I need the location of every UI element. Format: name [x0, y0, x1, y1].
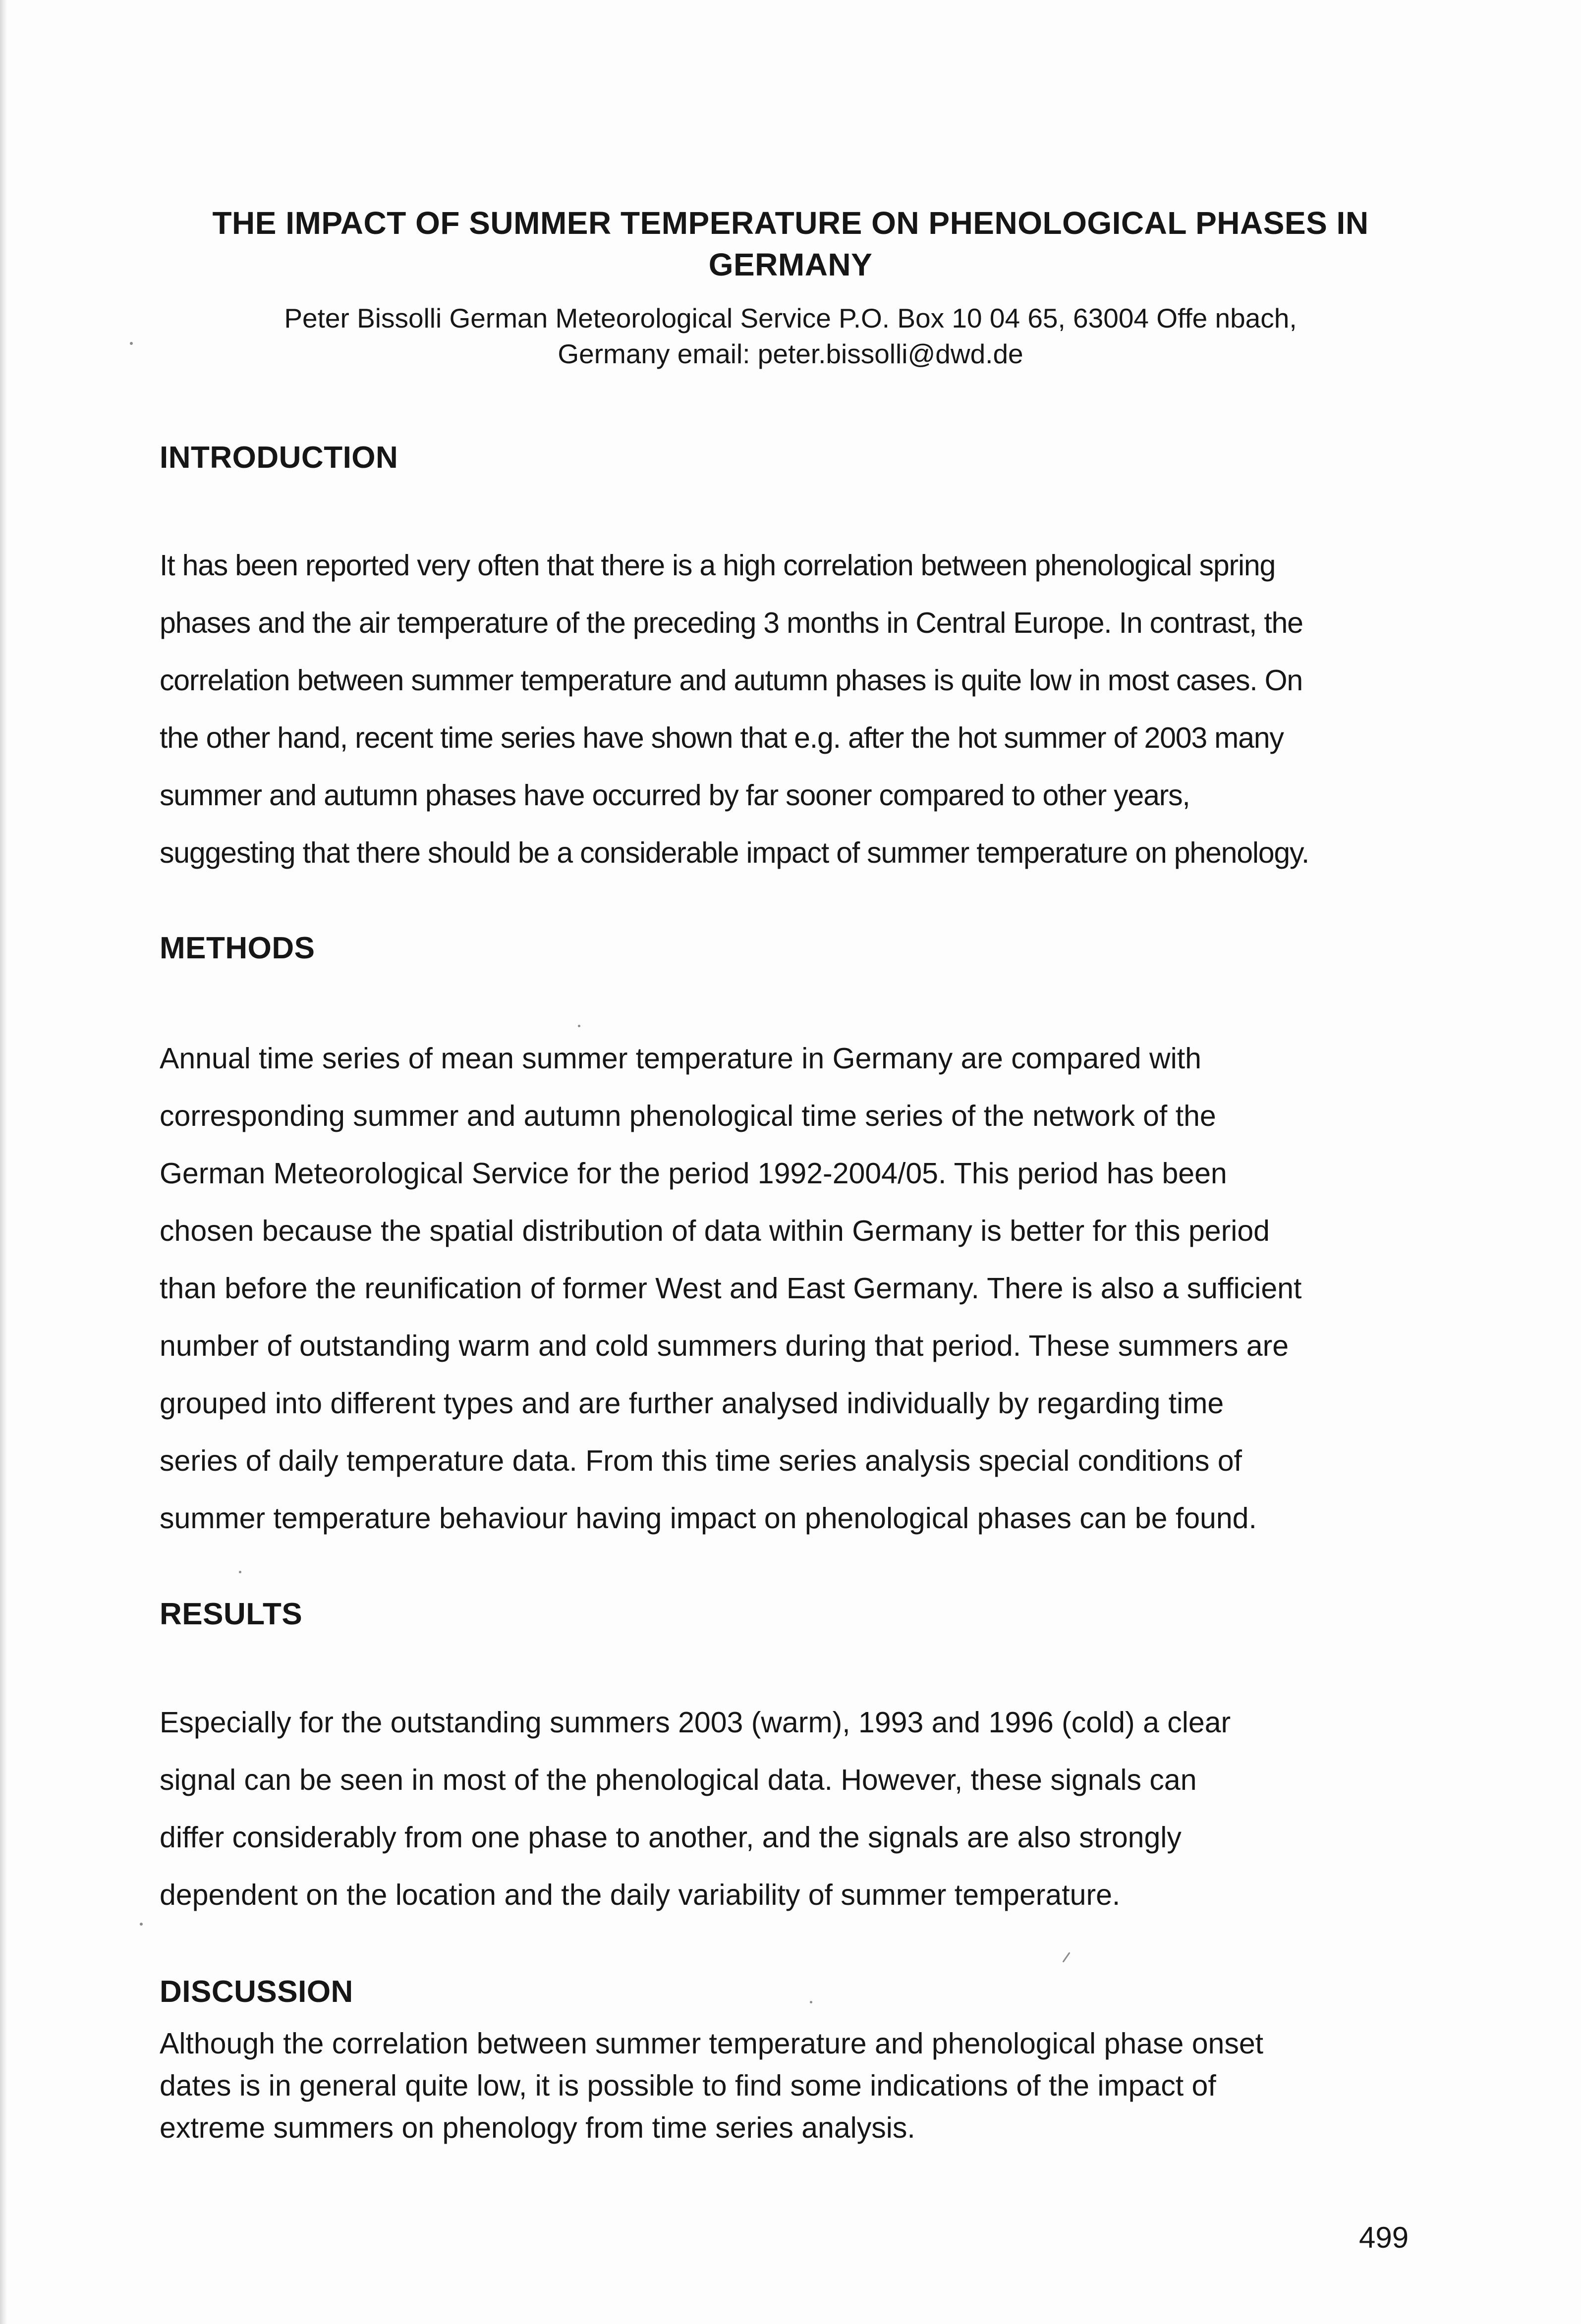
author-line-1: Peter Bissolli German Meteorological Service P.O. Box 10 04 65, 63004 Offe nbach,: [284, 303, 1297, 333]
discussion-body: [160, 2023, 1428, 2149]
introduction-line: It has been reported very often that there is a high correlation between phenological spring: [160, 549, 1276, 582]
methods-body: [160, 1030, 1428, 1547]
methods-line: corresponding summer and autumn phenological time series of the network of the: [160, 1100, 1216, 1132]
introduction-line: summer and autumn phases have occurred by far sooner compared to other years,: [160, 779, 1190, 812]
paper-title: [149, 202, 1432, 285]
methods-line: number of outstanding warm and cold summers during that period. These summers are: [160, 1329, 1289, 1362]
introduction-line: the other hand, recent time series have shown that e.g. after the hot summer of 2003 many: [160, 721, 1284, 754]
introduction-body: [160, 537, 1428, 882]
methods-line: chosen because the spatial distribution of data within Germany is better for this period: [160, 1215, 1270, 1247]
methods-line: German Meteorological Service for the period 1992-2004/05. This period has been: [160, 1157, 1227, 1190]
scan-speck: [130, 342, 133, 345]
author-line-2: Germany email: peter.bissolli@dwd.de: [558, 338, 1023, 369]
methods-heading: METHODS: [160, 931, 315, 965]
results-line: differ considerably from one phase to another, and the signals are also strongly: [160, 1821, 1182, 1854]
discussion-line: dates is in general quite low, it is possible to find some indications of the impact of: [160, 2069, 1216, 2102]
results-line: signal can be seen in most of the phenological data. However, these signals can: [160, 1764, 1197, 1796]
methods-line: Annual time series of mean summer temperature in Germany are compared with: [160, 1042, 1201, 1075]
methods-line: than before the reunification of former West and East Germany. There is also a sufficient: [160, 1272, 1302, 1305]
introduction-line: suggesting that there should be a considerable impact of summer temperature on phenology.: [160, 836, 1309, 869]
introduction-line: correlation between summer temperature and autumn phases is quite low in most cases. On: [160, 664, 1302, 697]
results-heading: RESULTS: [160, 1597, 303, 1631]
scan-edge-shadow: [0, 0, 7, 2324]
scan-speck: [578, 1025, 580, 1027]
scan-speck: [239, 1571, 241, 1573]
methods-line: summer temperature behaviour having impact on phenological phases can be found.: [160, 1502, 1257, 1535]
discussion-line: Although the correlation between summer temperature and phenological phase onset: [160, 2027, 1264, 2060]
title-line-2: GERMANY: [708, 247, 873, 282]
scan-speck: [810, 2001, 812, 2003]
page-number: 499: [1359, 2221, 1409, 2254]
discussion-heading: DISCUSSION: [160, 1975, 353, 2009]
results-line: Especially for the outstanding summers 2003 (warm), 1993 and 1996 (cold) a clear: [160, 1706, 1231, 1739]
author-affiliation: [149, 300, 1432, 372]
methods-line: grouped into different types and are further analysed individually by regarding time: [160, 1387, 1224, 1420]
methods-line: series of daily temperature data. From this time series analysis special conditions of: [160, 1444, 1242, 1477]
scan-speck: [140, 1923, 143, 1926]
scan-mark: [1062, 1952, 1070, 1962]
results-body: [160, 1694, 1428, 1924]
introduction-line: phases and the air temperature of the preceding 3 months in Central Europe. In contrast, the: [160, 607, 1303, 639]
results-line: dependent on the location and the daily variability of summer temperature.: [160, 1879, 1121, 1911]
introduction-heading: INTRODUCTION: [160, 441, 398, 475]
title-line-1: THE IMPACT OF SUMMER TEMPERATURE ON PHENOLOGICAL PHASES IN: [212, 205, 1369, 241]
discussion-line: extreme summers on phenology from time series analysis.: [160, 2111, 915, 2144]
